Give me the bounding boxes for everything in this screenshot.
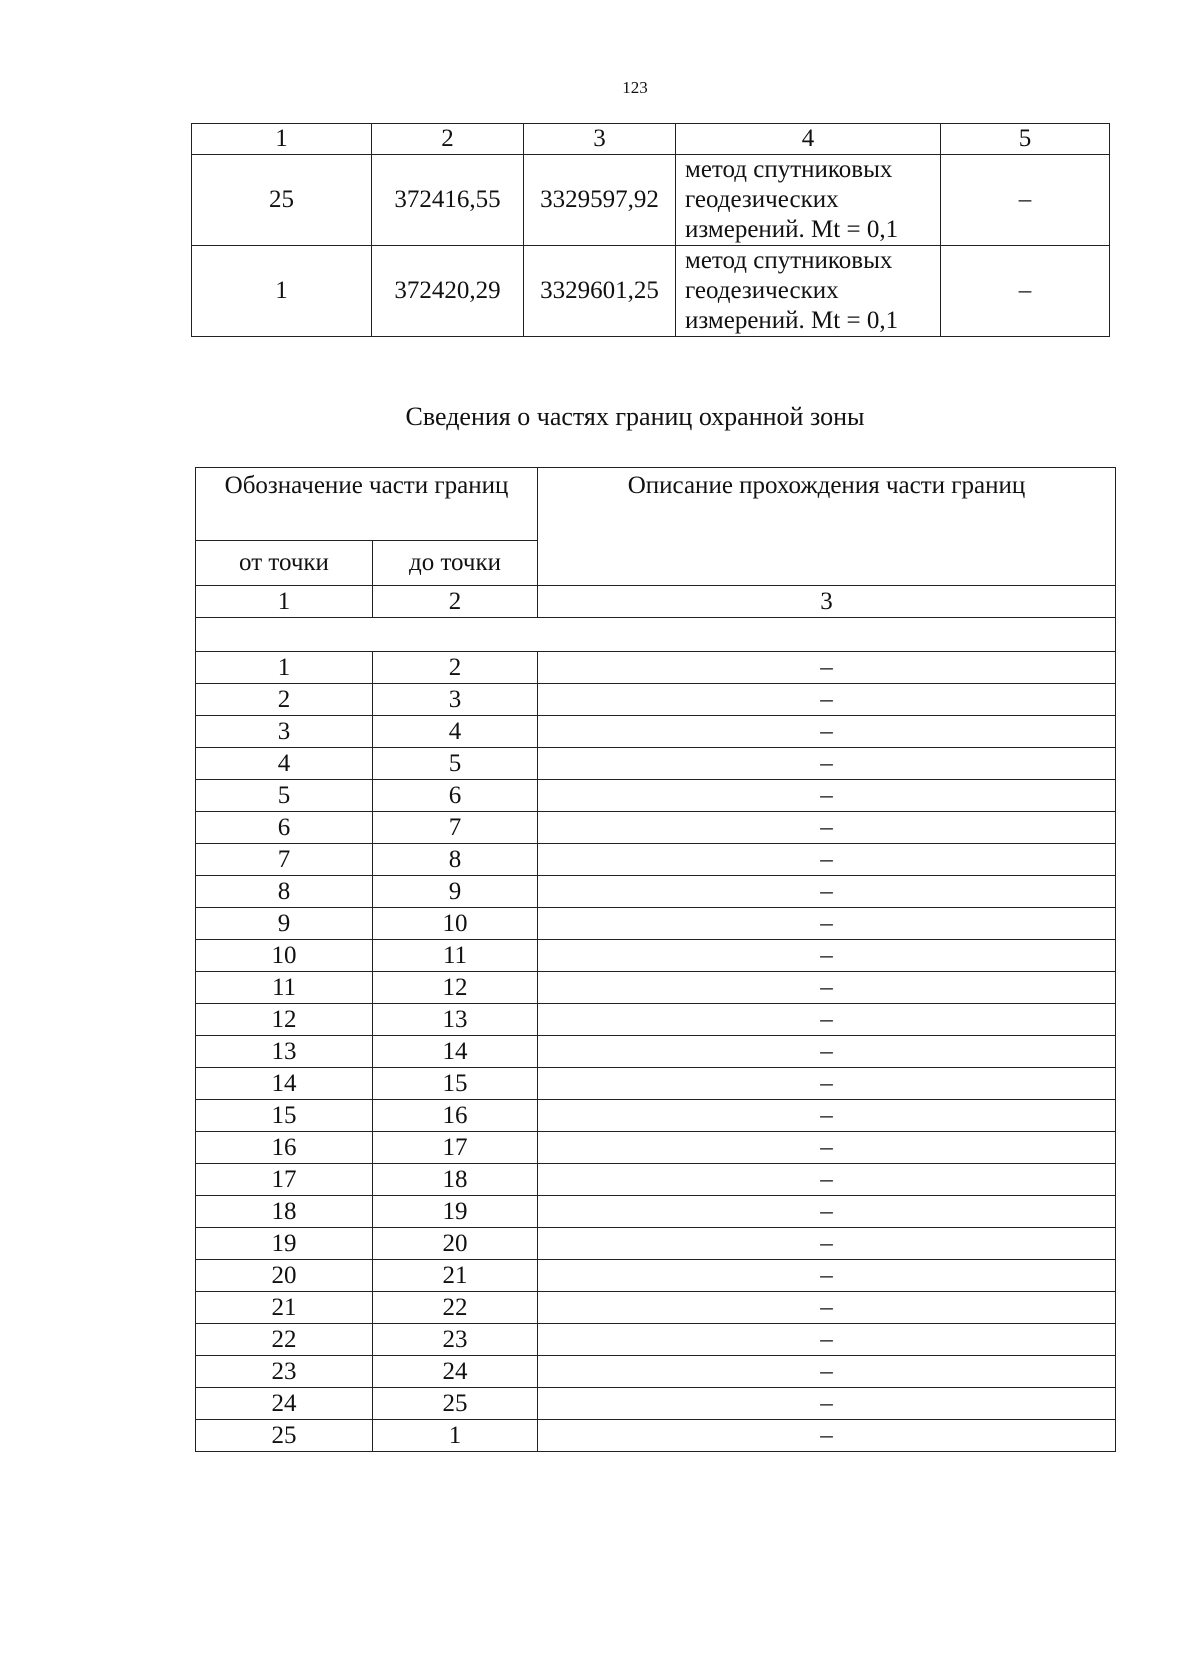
to-point-cell: 17 (373, 1132, 538, 1164)
from-point-cell: 6 (196, 812, 373, 844)
from-point-cell: 2 (196, 684, 373, 716)
column-number: 3 (538, 586, 1116, 618)
method-line: геодезических (685, 277, 839, 304)
to-point-cell: 7 (373, 812, 538, 844)
description-cell: – (538, 844, 1116, 876)
table-row (196, 780, 1116, 812)
description-cell: – (538, 748, 1116, 780)
from-point-cell: 25 (196, 1420, 373, 1452)
to-point-cell: 2 (373, 652, 538, 684)
description-cell: – (538, 1004, 1116, 1036)
table-row (196, 1100, 1116, 1132)
table-row (196, 1260, 1116, 1292)
from-point-cell: 11 (196, 972, 373, 1004)
header-cell: 4 (676, 124, 941, 155)
table-row (196, 876, 1116, 908)
column-number-row (196, 586, 1116, 618)
to-point-header: до точки (373, 541, 538, 586)
description-cell: – (538, 1356, 1116, 1388)
table-row (196, 972, 1116, 1004)
description-cell: – (538, 812, 1116, 844)
to-point-cell: 22 (373, 1292, 538, 1324)
to-point-cell: 5 (373, 748, 538, 780)
column-number: 1 (196, 586, 373, 618)
to-point-cell: 18 (373, 1164, 538, 1196)
description-cell: – (538, 908, 1116, 940)
from-point-cell: 18 (196, 1196, 373, 1228)
table-row (196, 1036, 1116, 1068)
table-row (196, 716, 1116, 748)
from-point-cell: 1 (196, 652, 373, 684)
description-cell: – (538, 1324, 1116, 1356)
description-header: Описание прохождения части границ (538, 468, 1116, 586)
table-row (196, 1068, 1116, 1100)
to-point-cell: 20 (373, 1228, 538, 1260)
table-row (192, 246, 1110, 337)
description-cell: – (538, 972, 1116, 1004)
description-cell: – (538, 1132, 1116, 1164)
to-point-cell: 6 (373, 780, 538, 812)
from-point-cell: 22 (196, 1324, 373, 1356)
from-point-cell: 13 (196, 1036, 373, 1068)
parts-header-row (196, 468, 1116, 541)
to-point-cell: 11 (373, 940, 538, 972)
coordinates-table (191, 123, 1110, 337)
table-row (196, 908, 1116, 940)
table-row (196, 812, 1116, 844)
from-point-cell: 24 (196, 1388, 373, 1420)
y-cell: 3329597,92 (524, 155, 676, 246)
blank-row (196, 618, 1116, 652)
from-point-cell: 14 (196, 1068, 373, 1100)
boundary-parts-table (195, 467, 1116, 1452)
method-cell (676, 246, 941, 337)
description-cell: – (538, 1228, 1116, 1260)
to-point-cell: 1 (373, 1420, 538, 1452)
x-cell: 372416,55 (372, 155, 524, 246)
header-cell: 1 (192, 124, 372, 155)
table-row (196, 1004, 1116, 1036)
column-number: 2 (373, 586, 538, 618)
description-cell: – (538, 1260, 1116, 1292)
from-point-cell: 19 (196, 1228, 373, 1260)
note-cell: – (941, 246, 1110, 337)
method-line: геодезических (685, 186, 839, 213)
method-line: измерений. Mt = 0,1 (685, 216, 899, 243)
description-cell: – (538, 716, 1116, 748)
description-cell: – (538, 1036, 1116, 1068)
description-cell: – (538, 940, 1116, 972)
table-row (196, 1132, 1116, 1164)
to-point-cell: 14 (373, 1036, 538, 1068)
description-cell: – (538, 1164, 1116, 1196)
from-point-cell: 23 (196, 1356, 373, 1388)
to-point-cell: 15 (373, 1068, 538, 1100)
description-cell: – (538, 1068, 1116, 1100)
to-point-cell: 12 (373, 972, 538, 1004)
description-cell: – (538, 780, 1116, 812)
table-row (196, 844, 1116, 876)
from-point-cell: 3 (196, 716, 373, 748)
page-number: 123 (622, 78, 648, 97)
header-cell: 5 (941, 124, 1110, 155)
header-cell: 3 (524, 124, 676, 155)
note-cell: – (941, 155, 1110, 246)
point-cell: 1 (192, 246, 372, 337)
method-cell (676, 155, 941, 246)
table-row (196, 748, 1116, 780)
to-point-cell: 23 (373, 1324, 538, 1356)
table-row (196, 1292, 1116, 1324)
to-point-cell: 25 (373, 1388, 538, 1420)
from-point-cell: 7 (196, 844, 373, 876)
from-point-cell: 21 (196, 1292, 373, 1324)
to-point-cell: 10 (373, 908, 538, 940)
to-point-cell: 19 (373, 1196, 538, 1228)
to-point-cell: 16 (373, 1100, 538, 1132)
table-row (196, 684, 1116, 716)
from-point-cell: 20 (196, 1260, 373, 1292)
table-row (196, 1196, 1116, 1228)
method-line: метод спутниковых (685, 156, 893, 183)
from-point-cell: 15 (196, 1100, 373, 1132)
description-cell: – (538, 876, 1116, 908)
to-point-cell: 3 (373, 684, 538, 716)
from-point-cell: 10 (196, 940, 373, 972)
section-title: Сведения о частях границ охранной зоны (405, 402, 865, 431)
from-point-cell: 9 (196, 908, 373, 940)
header-cell: 2 (372, 124, 524, 155)
table-row (196, 1356, 1116, 1388)
to-point-cell: 13 (373, 1004, 538, 1036)
designation-header: Обозначение части границ (196, 468, 538, 541)
table-row (196, 1420, 1116, 1452)
coordinates-header-row (192, 124, 1110, 155)
from-point-cell: 4 (196, 748, 373, 780)
from-point-header: от точки (196, 541, 373, 586)
from-point-cell: 8 (196, 876, 373, 908)
to-point-cell: 4 (373, 716, 538, 748)
description-cell: – (538, 652, 1116, 684)
description-cell: – (538, 1196, 1116, 1228)
from-point-cell: 5 (196, 780, 373, 812)
description-cell: – (538, 1388, 1116, 1420)
to-point-cell: 9 (373, 876, 538, 908)
blank-cell (196, 618, 1116, 652)
from-point-cell: 16 (196, 1132, 373, 1164)
table-row (192, 155, 1110, 246)
method-line: метод спутниковых (685, 247, 893, 274)
table-row (196, 652, 1116, 684)
description-cell: – (538, 1420, 1116, 1452)
description-cell: – (538, 1292, 1116, 1324)
table-row (196, 940, 1116, 972)
table-row (196, 1388, 1116, 1420)
x-cell: 372420,29 (372, 246, 524, 337)
method-line: измерений. Mt = 0,1 (685, 307, 899, 334)
table-row (196, 1164, 1116, 1196)
point-cell: 25 (192, 155, 372, 246)
description-cell: – (538, 684, 1116, 716)
table-row (196, 1324, 1116, 1356)
from-point-cell: 17 (196, 1164, 373, 1196)
from-point-cell: 12 (196, 1004, 373, 1036)
to-point-cell: 21 (373, 1260, 538, 1292)
to-point-cell: 24 (373, 1356, 538, 1388)
to-point-cell: 8 (373, 844, 538, 876)
description-cell: – (538, 1100, 1116, 1132)
table-row (196, 1228, 1116, 1260)
y-cell: 3329601,25 (524, 246, 676, 337)
